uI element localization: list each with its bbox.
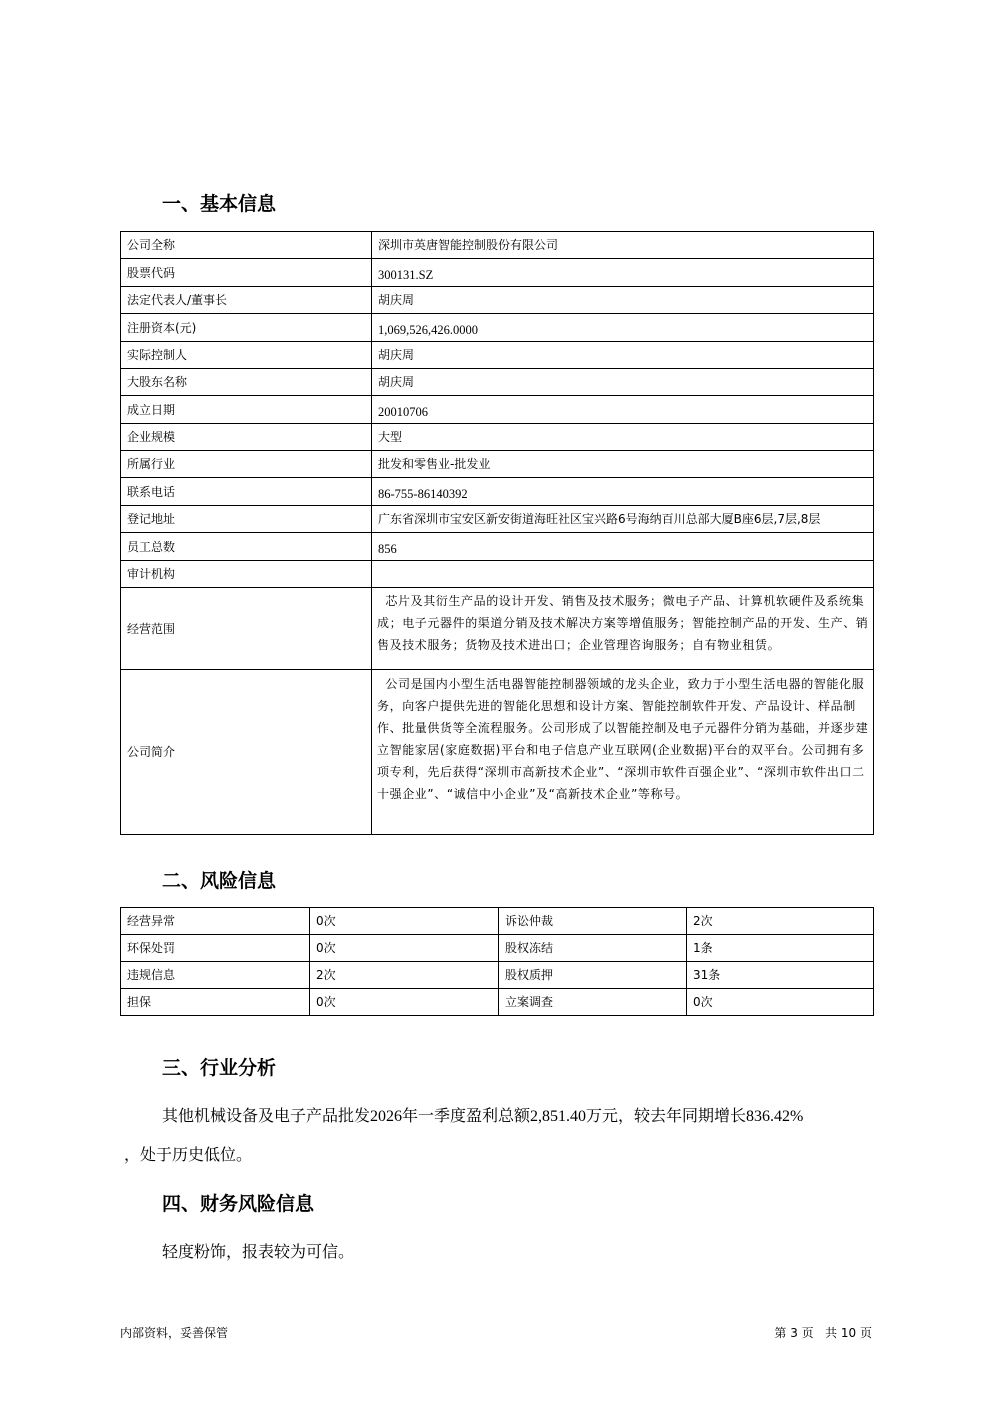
risk-info-table bbox=[120, 907, 874, 1016]
risk-value: 0次 bbox=[687, 989, 874, 1016]
info-row bbox=[121, 561, 874, 588]
risk-value: 31条 bbox=[687, 962, 874, 989]
info-value: 大型 bbox=[372, 424, 874, 451]
risk-value: 0次 bbox=[310, 935, 499, 962]
basic-info-table bbox=[120, 231, 874, 835]
company-intro-label: 公司简介 bbox=[121, 670, 372, 835]
info-value: 1,069,526,426.0000 bbox=[372, 314, 874, 342]
info-row bbox=[121, 259, 874, 287]
info-row bbox=[121, 369, 874, 396]
info-row bbox=[121, 342, 874, 369]
info-row bbox=[121, 396, 874, 424]
risk-value: 0次 bbox=[310, 989, 499, 1016]
risk-row bbox=[121, 962, 874, 989]
risk-label: 股权冻结 bbox=[499, 935, 687, 962]
info-row bbox=[121, 478, 874, 506]
risk-label: 违规信息 bbox=[121, 962, 310, 989]
business-scope-row bbox=[121, 588, 874, 670]
risk-label: 环保处罚 bbox=[121, 935, 310, 962]
info-label: 员工总数 bbox=[121, 533, 372, 561]
info-label: 大股东名称 bbox=[121, 369, 372, 396]
info-row bbox=[121, 506, 874, 533]
business-scope-label: 经营范围 bbox=[121, 588, 372, 670]
section-title-financial-risk: 四、财务风险信息 bbox=[162, 1193, 315, 1215]
risk-label: 立案调查 bbox=[499, 989, 687, 1016]
company-intro-value: 公司是国内小型生活电器智能控制器领域的龙头企业，致力于小型生活电器的智能化服务，向客户提供先进的智能化思想和设计方案、智能控制软件开发、产品设计、样品制作、批量供货等全流程服务。公司形成了以智能控制及电子元器件分销为基础，并逐步建立智能家居(家庭数据)平台和电子信息产业互联网(企业数据)平台的双平台。公司拥有多项专利，先后获得“深圳市高新技术企业”、“深圳市软件百强企业”、“深圳市软件出口二十强企业”、“诚信中小企业”及“高新技术企业”等称号。 bbox=[372, 670, 874, 835]
info-value: 广东省深圳市宝安区新安街道海旺社区宝兴路6号海纳百川总部大厦B座6层,7层,8层 bbox=[372, 506, 874, 533]
industry-analysis-text-line2: ，处于历史低位。 bbox=[124, 1147, 253, 1164]
info-row bbox=[121, 424, 874, 451]
info-label: 注册资本(元) bbox=[121, 314, 372, 342]
info-label: 成立日期 bbox=[121, 396, 372, 424]
risk-value: 2次 bbox=[310, 962, 499, 989]
info-label: 实际控制人 bbox=[121, 342, 372, 369]
risk-row bbox=[121, 935, 874, 962]
info-value: 深圳市英唐智能控制股份有限公司 bbox=[372, 232, 874, 259]
info-row bbox=[121, 287, 874, 314]
info-label: 登记地址 bbox=[121, 506, 372, 533]
info-row bbox=[121, 232, 874, 259]
industry-analysis-text-line1: 其他机械设备及电子产品批发2026年一季度盈利总额2,851.40万元，较去年同期增长836.42% bbox=[162, 1108, 804, 1125]
footer-page-number: 第 3 页 共 10 页 bbox=[774, 1326, 872, 1340]
section-title-basic-info: 一、基本信息 bbox=[162, 193, 277, 215]
info-label: 企业规模 bbox=[121, 424, 372, 451]
risk-label: 经营异常 bbox=[121, 908, 310, 935]
info-value: 300131.SZ bbox=[372, 259, 874, 287]
info-row bbox=[121, 533, 874, 561]
risk-row bbox=[121, 989, 874, 1016]
info-value bbox=[372, 561, 874, 588]
risk-label: 诉讼仲裁 bbox=[499, 908, 687, 935]
risk-value: 2次 bbox=[687, 908, 874, 935]
info-label: 所属行业 bbox=[121, 451, 372, 478]
footer-confidential-note: 内部资料，妥善保管 bbox=[120, 1326, 229, 1340]
business-scope-value: 芯片及其衍生产品的设计开发、销售及技术服务；微电子产品、计算机软硬件及系统集成；电子元器件的渠道分销及技术解决方案等增值服务；智能控制产品的开发、生产、销售及技术服务；货物及技术进出口；企业管理咨询服务；自有物业租赁。 bbox=[372, 588, 874, 670]
risk-value: 1条 bbox=[687, 935, 874, 962]
risk-row bbox=[121, 908, 874, 935]
risk-label: 股权质押 bbox=[499, 962, 687, 989]
financial-risk-text: 轻度粉饰，报表较为可信。 bbox=[162, 1244, 355, 1261]
info-label: 审计机构 bbox=[121, 561, 372, 588]
info-label: 股票代码 bbox=[121, 259, 372, 287]
info-value: 胡庆周 bbox=[372, 369, 874, 396]
company-intro-row bbox=[121, 670, 874, 835]
info-value: 86-755-86140392 bbox=[372, 478, 874, 506]
info-value: 20010706 bbox=[372, 396, 874, 424]
info-value: 856 bbox=[372, 533, 874, 561]
section-title-industry-analysis: 三、行业分析 bbox=[162, 1057, 277, 1079]
info-row bbox=[121, 451, 874, 478]
info-value: 胡庆周 bbox=[372, 342, 874, 369]
info-label: 法定代表人/董事长 bbox=[121, 287, 372, 314]
section-title-risk-info: 二、风险信息 bbox=[162, 870, 277, 892]
info-row bbox=[121, 314, 874, 342]
info-value: 胡庆周 bbox=[372, 287, 874, 314]
info-label: 联系电话 bbox=[121, 478, 372, 506]
risk-value: 0次 bbox=[310, 908, 499, 935]
info-label: 公司全称 bbox=[121, 232, 372, 259]
risk-label: 担保 bbox=[121, 989, 310, 1016]
info-value: 批发和零售业-批发业 bbox=[372, 451, 874, 478]
